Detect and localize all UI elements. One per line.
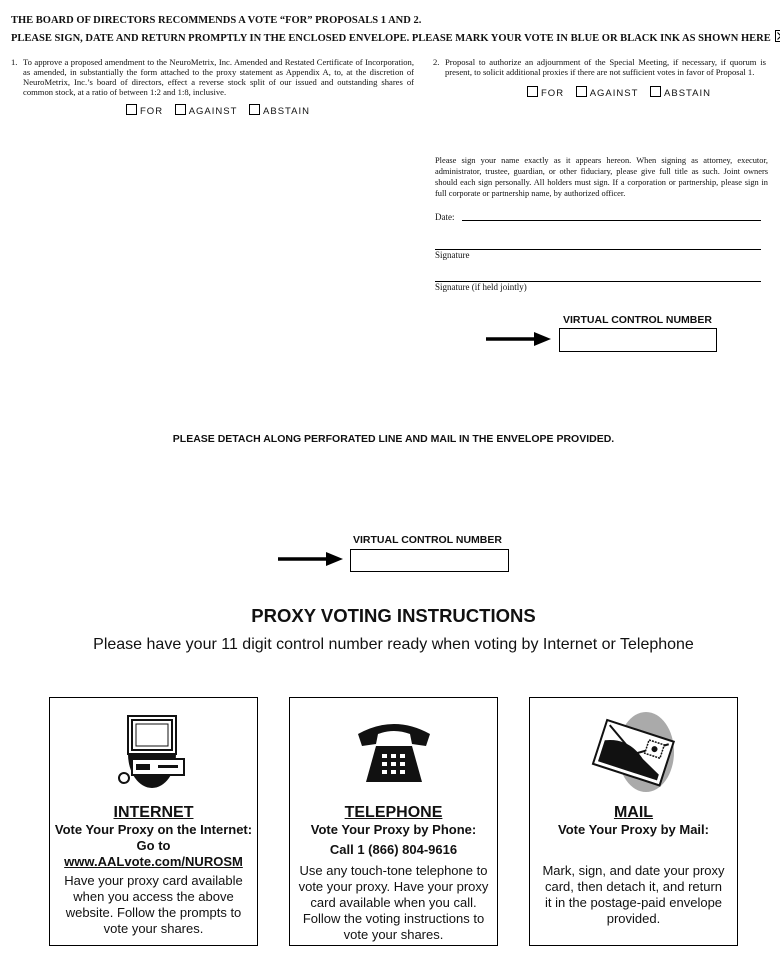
proposal-2-number: 2. (433, 57, 440, 67)
internet-card-body: Have your proxy card available when you access the above website. Follow the prompts to vote your shares. (64, 873, 243, 936)
date-field[interactable] (462, 220, 761, 221)
mail-card (529, 697, 738, 946)
proposal-1-abstain-label: ABSTAIN (263, 106, 310, 117)
telephone-card-body: Use any touch-tone telephone to vote your proxy. Have your proxy card available when you call. Follow the voting instructions to vote your shares. (298, 863, 489, 942)
signature-field[interactable] (435, 249, 761, 250)
control-number-box-bottom[interactable] (350, 549, 509, 572)
signature-label: Signature (435, 250, 470, 260)
telephone-card-line1: Vote Your Proxy by Phone: (310, 822, 477, 837)
proposal-2-against-label: AGAINST (589, 88, 639, 99)
telephone-icon (354, 720, 434, 786)
proposal-2-vote-options (527, 86, 719, 99)
control-number-label-bottom: VIRTUAL CONTROL NUMBER (353, 534, 502, 546)
board-recommendation-heading: THE BOARD OF DIRECTORS RECOMMENDS A VOTE “FOR” PROPOSALS 1 AND 2. (11, 15, 422, 26)
internet-card-line1: Vote Your Proxy on the Internet: (54, 822, 253, 837)
proposal-1-abstain-checkbox[interactable] (249, 104, 260, 115)
proposal-2-against-checkbox[interactable] (576, 86, 587, 97)
telephone-card (289, 697, 498, 946)
proposal-2-for-checkbox[interactable] (527, 86, 538, 97)
proxy-voting-instructions-title: PROXY VOTING INSTRUCTIONS (251, 605, 536, 626)
detach-instruction: PLEASE DETACH ALONG PERFORATED LINE AND MAIL IN THE ENVELOPE PROVIDED. (172, 433, 615, 445)
date-label: Date: (435, 212, 455, 222)
proposal-2-abstain-label: ABSTAIN (664, 88, 711, 99)
mail-card-line1: Vote Your Proxy by Mail: (558, 822, 709, 837)
computer-icon (114, 712, 194, 792)
telephone-icon-wrap (290, 720, 497, 786)
proposal-1-for-checkbox[interactable] (126, 104, 137, 115)
proposal-1-against-label: AGAINST (188, 106, 238, 117)
joint-signature-label: Signature (if held jointly) (435, 282, 527, 292)
proposal-1 (11, 57, 414, 97)
proposal-2-abstain-checkbox[interactable] (650, 86, 661, 97)
mail-icon-wrap (530, 710, 737, 796)
mail-card-title: MAIL (613, 804, 654, 821)
internet-card (49, 697, 258, 946)
signature-instructions: Please sign your name exactly as it appears hereon. When signing as attorney, executor, administrator, trustee, guardian, or other fiduciary, please give full title as such. Joint owners should each sign personally. All holders must sign. If a corporation or partnership, please sign in full corporate or partnership name, by authorized officer. (435, 156, 768, 198)
mail-card-body: Mark, sign, and date your proxy card, then detach it, and return it in the postage-paid envelope provided. (542, 863, 725, 926)
sign-return-instruction (11, 30, 780, 44)
proposal-2-text: Proposal to authorize an adjournment of the Special Meeting, if necessary, if quorum is present, to solicit additional proxies if there are not sufficient votes in favor of Proposal 1. (445, 57, 766, 77)
sign-return-text: PLEASE SIGN, DATE AND RETURN PROMPTLY IN THE ENCLOSED ENVELOPE. PLEASE MARK YOUR VOTE IN BLUE OR BLACK INK AS SHOWN HERE (11, 33, 771, 44)
proposal-1-text: To approve a proposed amendment to the NeuroMetrix, Inc. Amended and Restated Certificate of Incorporation, as amended, in substantially the form attached to the proxy statement as Appendix A, to, at the discretion of NeuroMetrix, Inc.’s board of directors, effect a reverse stock split of our issued and outstanding shares of common stock, at a ratio of between 1:2 and 1:8, inclusive. (23, 57, 414, 97)
proposal-1-against-checkbox[interactable] (175, 104, 186, 115)
mail-icon (584, 710, 684, 796)
telephone-number: Call 1 (866) 804-9616 (329, 842, 458, 857)
proposal-1-for-label: FOR (140, 106, 164, 117)
control-number-box-top[interactable] (559, 328, 717, 352)
marked-checkbox-icon (775, 30, 780, 42)
telephone-card-title: TELEPHONE (344, 804, 443, 821)
proposal-2-for-label: FOR (541, 88, 565, 99)
proxy-voting-instructions-subtitle: Please have your 11 digit control number ready when voting by Internet or Telephone (93, 636, 694, 653)
voting-website-link[interactable]: www.AALvote.com/NUROSM (64, 854, 243, 869)
arrow-right-icon (278, 551, 344, 567)
proposal-1-vote-options (126, 104, 318, 117)
control-number-label-top: VIRTUAL CONTROL NUMBER (563, 314, 712, 326)
internet-card-title: INTERNET (113, 804, 194, 821)
proposal-1-number: 1. (11, 57, 18, 67)
proposal-2 (433, 57, 766, 77)
arrow-right-icon (486, 331, 552, 347)
internet-card-line2: Go to (136, 838, 171, 853)
internet-icon-wrap (50, 712, 257, 792)
